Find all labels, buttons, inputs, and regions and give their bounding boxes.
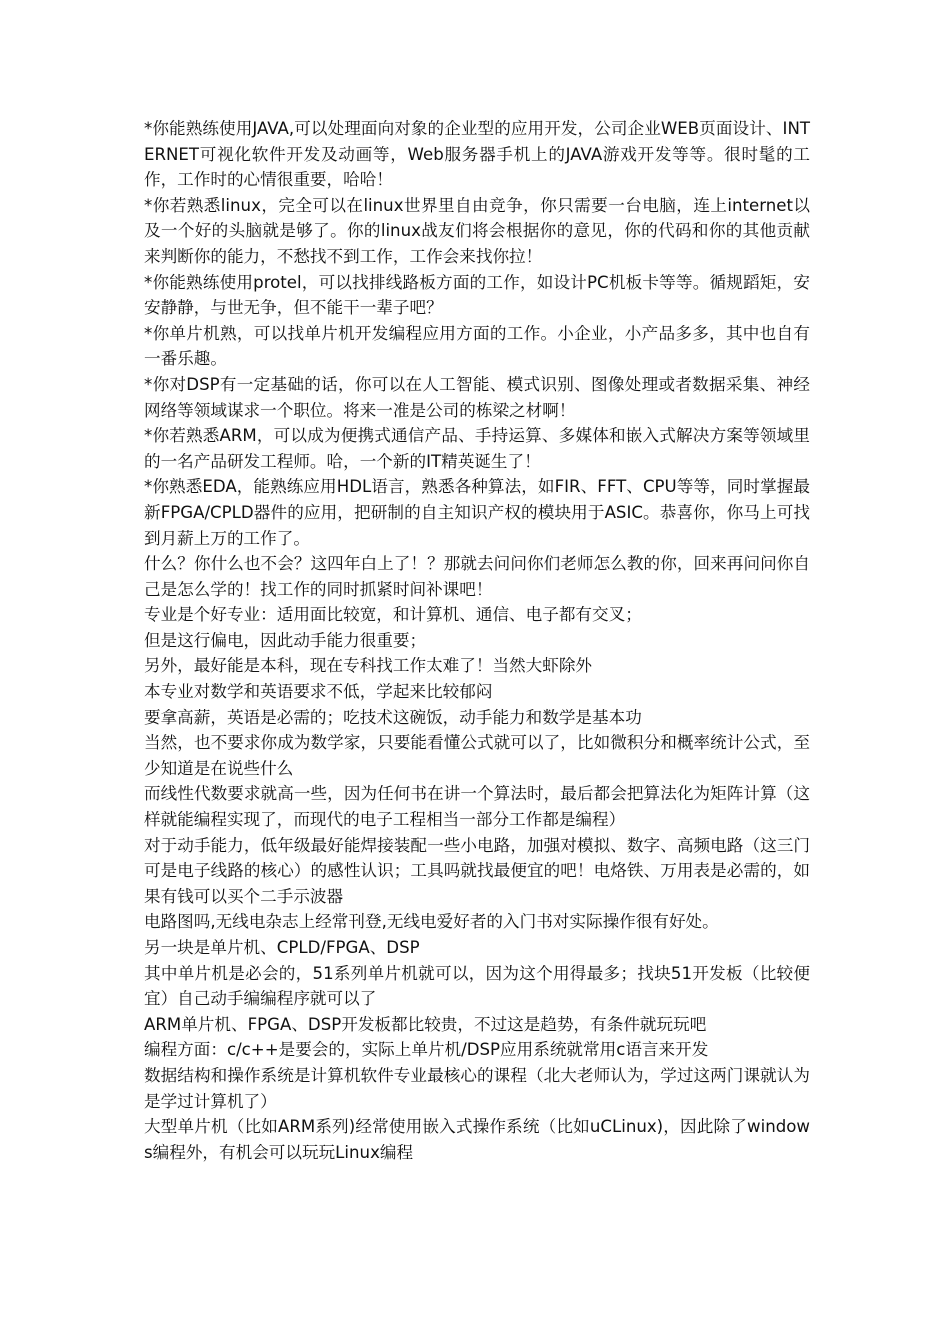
paragraph-programming: 编程方面：c/c++是要会的，实际上单片机/DSP应用系统就常用c语言来开发 [144, 1040, 709, 1060]
paragraph-eda: *你熟悉EDA，能熟练应用HDL语言，熟悉各种算法，如FIR、FFT、CPU等等，同时掌握最新FPGA/CPLD器件的应用，把研制的自主知识产权的模块用于ASIC。恭喜你，你马上可找到月薪上万的工作了。 [144, 477, 810, 548]
paragraph-51-mcu: 其中单片机是必会的，51系列单片机就可以，因为这个用得最多；找块51开发板（比较便宜）自己动手编编程序就可以了 [144, 963, 810, 1009]
paragraph-linux: *你若熟悉linux，完全可以在linux世界里自由竞争，你只需要一台电脑，连上internet以及一个好的头脑就是够了。你的linux战友们将会根据你的意见，你的代码和你的其他贡献来判断你的能力，不愁找不到工作，工作会来找你拉！ [144, 195, 810, 266]
paragraph-mcu: *你单片机熟，可以找单片机开发编程应用方面的工作。小企业，小产品多多，其中也自有一番乐趣。 [144, 323, 810, 369]
paragraph-data-structures: 数据结构和操作系统是计算机软件专业最核心的课程（北大老师认为，学过这两门课就认为是学过计算机了） [144, 1065, 810, 1111]
paragraph-high-salary: 要拿高薪，英语是必需的；吃技术这碗饭，动手能力和数学是基本功 [144, 707, 642, 727]
paragraph-dev-boards: ARM单片机、FPGA、DSP开发板都比较贵，不过这是趋势，有条件就玩玩吧 [144, 1014, 707, 1034]
paragraph-schematics: 电路图吗,无线电杂志上经常刊登,无线电爱好者的入门书对实际操作很有好处。 [144, 912, 719, 932]
paragraph-major: 专业是个好专业：适用面比较宽，和计算机、通信、电子都有交叉； [144, 605, 642, 625]
paragraph-other-block: 另一块是单片机、CPLD/FPGA、DSP [144, 938, 420, 957]
paragraph-circuits: 对于动手能力，低年级最好能焊接装配一些小电路，加强对模拟、数字、高频电路（这三门可是电子线路的核心）的感性认识；工具吗就找最便宜的吧！电烙铁、万用表是必需的，如果有钱可以买个二手示波器 [144, 835, 810, 906]
paragraph-protel: *你能熟练使用protel，可以找排线路板方面的工作，如设计PC机板卡等等。循规蹈矩，安安静静，与世无争，但不能干一辈子吧？ [144, 272, 810, 318]
paragraph-embedded-os: 大型单片机（比如ARM系列)经常使用嵌入式操作系统（比如uCLinux)，因此除了windows编程外，有机会可以玩玩Linux编程 [144, 1117, 810, 1162]
paragraph-java: *你能熟练使用JAVA,可以处理面向对象的企业型的应用开发，公司企业WEB页面设计、INTERNET可视化软件开发及动画等，Web服务器手机上的JAVA游戏开发等等。很时髦的工作，工作时的心情很重要，哈哈！ [144, 119, 810, 190]
paragraph-arm: *你若熟悉ARM，可以成为便携式通信产品、手持运算、多媒体和嵌入式解决方案等领域里的一名产品研发工程师。哈，一个新的IT精英诞生了！ [144, 426, 810, 471]
document-body [144, 116, 810, 1165]
paragraph-linear-algebra: 而线性代数要求就高一些，因为任何书在讲一个算法时，最后都会把算法化为矩阵计算（这样就能编程实现了，而现代的电子工程相当一部分工作都是编程） [144, 784, 810, 830]
paragraph-hands-on: 但是这行偏电，因此动手能力很重要； [144, 630, 427, 650]
paragraph-nothing: 什么？你什么也不会？这四年白上了！？那就去问问你们老师怎么教的你，回来再问问你自己是怎么学的！找工作的同时抓紧时间补课吧！ [144, 554, 810, 599]
paragraph-degree: 另外，最好能是本科，现在专科找工作太难了！当然大虾除外 [144, 656, 593, 676]
paragraph-formulas: 当然，也不要求你成为数学家，只要能看懂公式就可以了，比如微积分和概率统计公式，至少知道是在说些什么 [144, 733, 810, 778]
paragraph-math-english: 本专业对数学和英语要求不低，学起来比较郁闷 [144, 682, 493, 702]
paragraph-dsp: *你对DSP有一定基础的话，你可以在人工智能、模式识别、图像处理或者数据采集、神经网络等领域谋求一个职位。将来一准是公司的栋梁之材啊！ [144, 374, 810, 420]
